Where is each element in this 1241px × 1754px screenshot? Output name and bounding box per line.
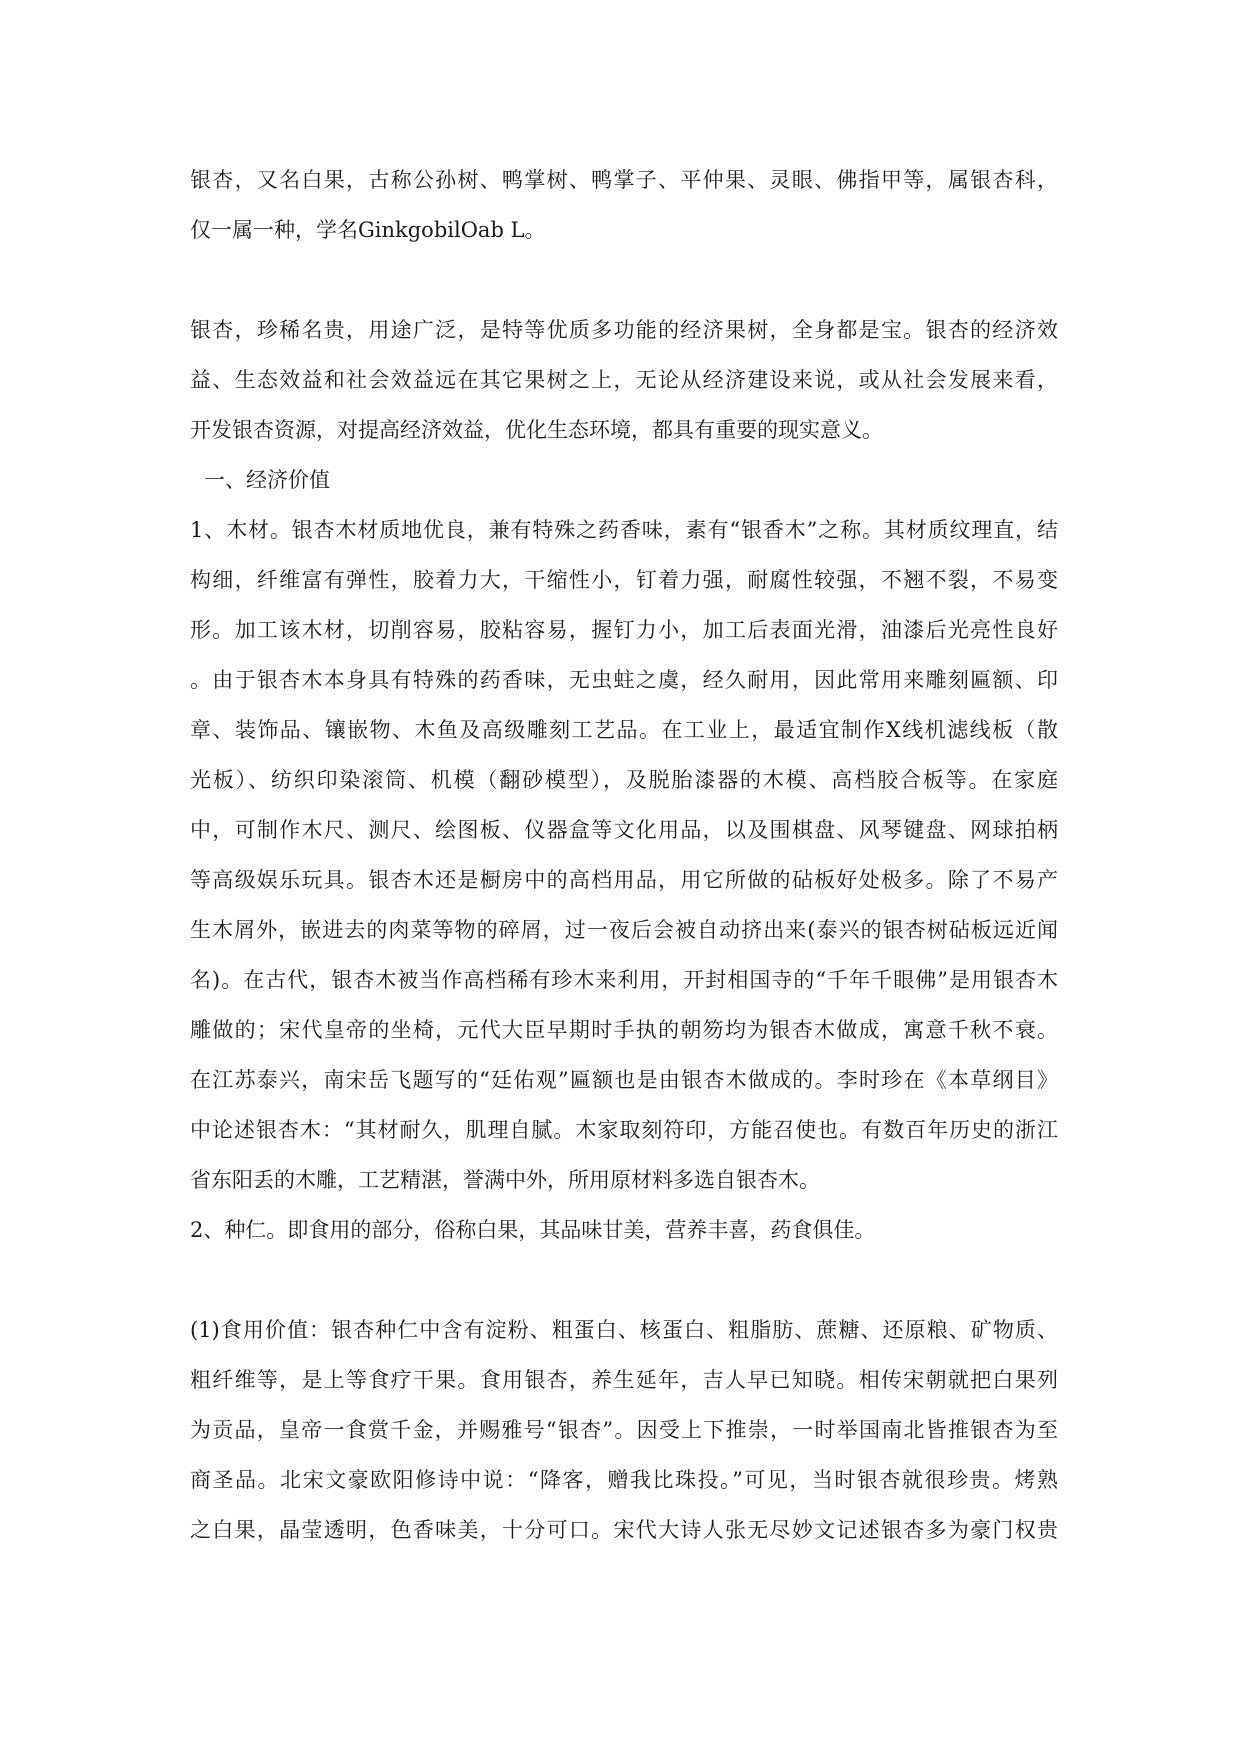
text-line: 银杏，珍稀名贵，用途广泛，是特等优质多功能的经济果树，全身都是宝。银杏的经济效 <box>190 318 1058 342</box>
text-line: 益、生态效益和社会效益远在其它果树之上，无论从经济建设来说，或从社会发展来看， <box>190 368 1058 392</box>
text-line: 等高级娱乐玩具。银杏木还是橱房中的高档用品，用它所做的砧板好处极多。除了不易产 <box>190 868 1058 892</box>
text-line: 雕做的；宋代皇帝的坐椅，元代大臣早期时手执的朝笏均为银杏木做成，寓意千秋不衰。 <box>190 1018 1058 1042</box>
paragraph-value <box>190 305 1058 455</box>
document-body <box>190 155 1058 1555</box>
text-line: 形。加工该木材，切削容易，胶粘容易，握钉力小，加工后表面光滑，油漆后光亮性良好 <box>190 618 1058 642</box>
text-line: 仅一属一种，学名GinkgobilOab L。 <box>190 218 546 242</box>
text-line: 在江苏泰兴，南宋岳飞题写的“廷佑观”匾额也是由银杏木做成的。李时珍在《本草纲目》 <box>190 1068 1058 1092</box>
text-line: 商圣品。北宋文豪欧阳修诗中说：“降客，赠我比珠投。”可见，当时银杏就很珍贵。烤熟 <box>190 1468 1058 1492</box>
section-heading: 一、经济价值 <box>204 468 330 492</box>
paragraph-intro <box>190 155 1058 255</box>
text-line: 生木屑外，嵌进去的肉菜等物的碎屑，过一夜后会被自动挤出来(泰兴的银杏树砧板远近闻 <box>190 918 1058 942</box>
text-line: 省东阳丢的木雕，工艺精湛，誉满中外，所用原材料多选自银杏木。 <box>190 1168 820 1192</box>
text-line: 2、种仁。即食用的部分，俗称白果，其品味甘美，营养丰喜，药食俱佳。 <box>190 1218 876 1242</box>
text-line: 银杏，又名白果，古称公孙树、鸭掌树、鸭掌子、平仲果、灵眼、佛指甲等，属银杏科， <box>190 168 1058 192</box>
text-line: 光板）、纺织印染滚筒、机模（翻砂模型），及脱胎漆器的木模、高档胶合板等。在家庭 <box>190 768 1058 792</box>
text-line: 。由于银杏木本身具有特殊的药香味，无虫蛀之虞，经久耐用，因此常用来雕刻匾额、印 <box>190 668 1058 692</box>
text-line: 构细，纤维富有弹性，胶着力大，干缩性小，钉着力强，耐腐性较强，不翘不裂，不易变 <box>190 568 1058 592</box>
text-line: 开发银杏资源，对提高经济效益，优化生态环境，都具有重要的现实意义。 <box>190 418 883 442</box>
text-line: 之白果，晶莹透明，色香味美，十分可口。宋代大诗人张无尽妙文记述银杏多为豪门权贵 <box>190 1518 1058 1542</box>
paragraph-wood <box>190 505 1058 1205</box>
text-line: (1)食用价值：银杏种仁中含有淀粉、粗蛋白、核蛋白、粗脂肪、蔗糖、还原粮、矿物质、 <box>190 1318 1058 1342</box>
text-line: 1、木材。银杏木材质地优良，兼有特殊之药香味，素有“银香木”之称。其材质纹理直，结 <box>190 518 1058 542</box>
paragraph-food-value <box>190 1305 1058 1555</box>
paragraph-gap <box>190 1255 1058 1305</box>
paragraph-seed <box>190 1205 1058 1255</box>
paragraph-gap <box>190 255 1058 305</box>
text-line: 为贡品，皇帝一食赏千金，并赐雅号“银杏”。因受上下推崇，一时举国南北皆推银杏为至 <box>190 1418 1058 1442</box>
text-line: 名)。在古代，银杏木被当作高档稀有珍木来利用，开封相国寺的“千年千眼佛”是用银杏木 <box>190 968 1058 992</box>
text-line: 粗纤维等，是上等食疗干果。食用银杏，养生延年，吉人早已知晓。相传宋朝就把白果列 <box>190 1368 1058 1392</box>
text-line: 中论述银杏木：“其材耐久，肌理自腻。木家取刻符印，方能召使也。有数百年历史的浙江 <box>190 1118 1058 1142</box>
text-line: 章、装饰品、镶嵌物、木鱼及高级雕刻工艺品。在工业上，最适宜制作X线机滤线板（散 <box>190 718 1058 742</box>
text-line: 中，可制作木尺、测尺、绘图板、仪器盒等文化用品，以及围棋盘、风琴键盘、网球拍柄 <box>190 818 1058 842</box>
